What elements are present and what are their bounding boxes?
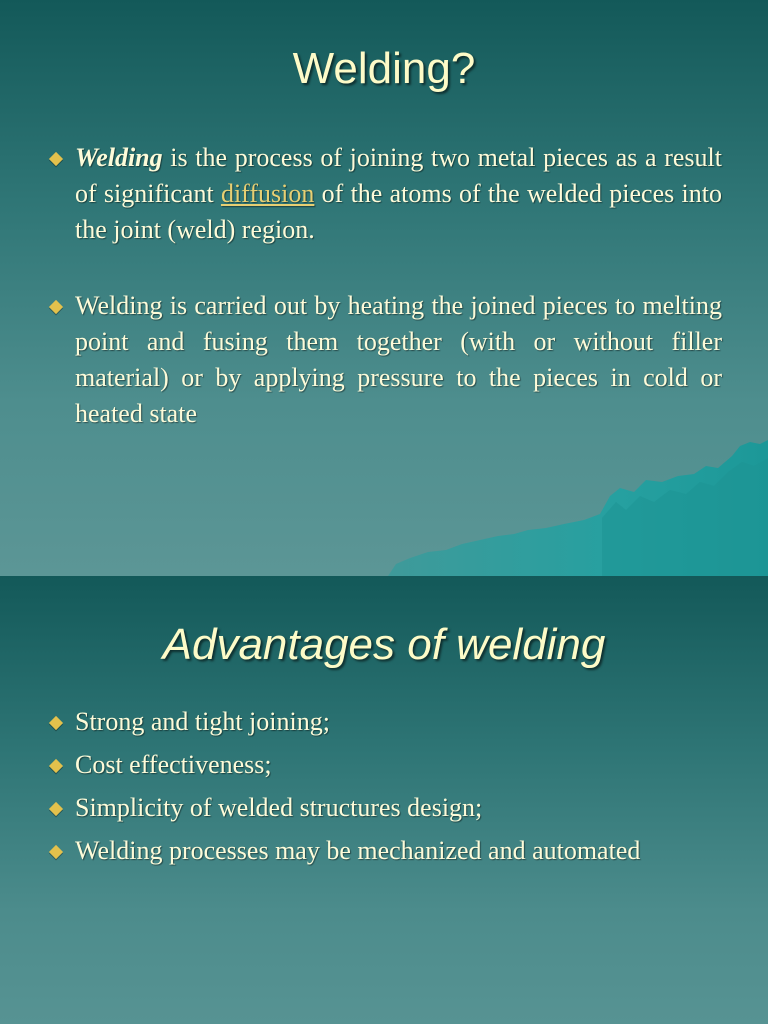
bullet-text: Welding is carried out by heating the joined pieces to melting point and fusing them together (with or without filler material) or by applying pressure to the pieces in cold or heated state	[75, 291, 722, 428]
diamond-bullet-icon	[49, 759, 63, 773]
diamond-bullet-icon	[49, 802, 63, 816]
item-text: Simplicity of welded structures design;	[75, 793, 483, 822]
slide-advantages	[0, 576, 768, 1024]
mountain-decoration	[388, 436, 768, 576]
advantages-list	[48, 704, 722, 876]
bullet-item-process	[48, 288, 722, 432]
list-item	[48, 833, 722, 869]
list-item	[48, 790, 722, 826]
item-text: Cost effectiveness;	[75, 750, 272, 779]
diamond-bullet-icon	[49, 716, 63, 730]
list-item	[48, 747, 722, 783]
diffusion-link[interactable]: diffusion	[220, 179, 315, 208]
bullet-item-definition	[48, 140, 722, 248]
diamond-bullet-icon	[49, 300, 63, 314]
bullet-text: is the process of joining two metal pieces as a result of significant	[75, 143, 722, 208]
list-item	[48, 704, 722, 740]
diamond-bullet-icon	[49, 845, 63, 859]
item-text: Strong and tight joining;	[75, 707, 330, 736]
bullet-text: of the atoms of the welded pieces into the joint (weld) region.	[75, 179, 722, 244]
bullet-list	[48, 140, 722, 432]
term-welding: Welding	[75, 143, 163, 172]
diamond-bullet-icon	[49, 152, 63, 166]
slide-title: Welding?	[292, 44, 476, 93]
item-text: Welding processes may be mechanized and automated	[75, 836, 641, 865]
slide-title: Advantages of welding	[162, 620, 606, 669]
